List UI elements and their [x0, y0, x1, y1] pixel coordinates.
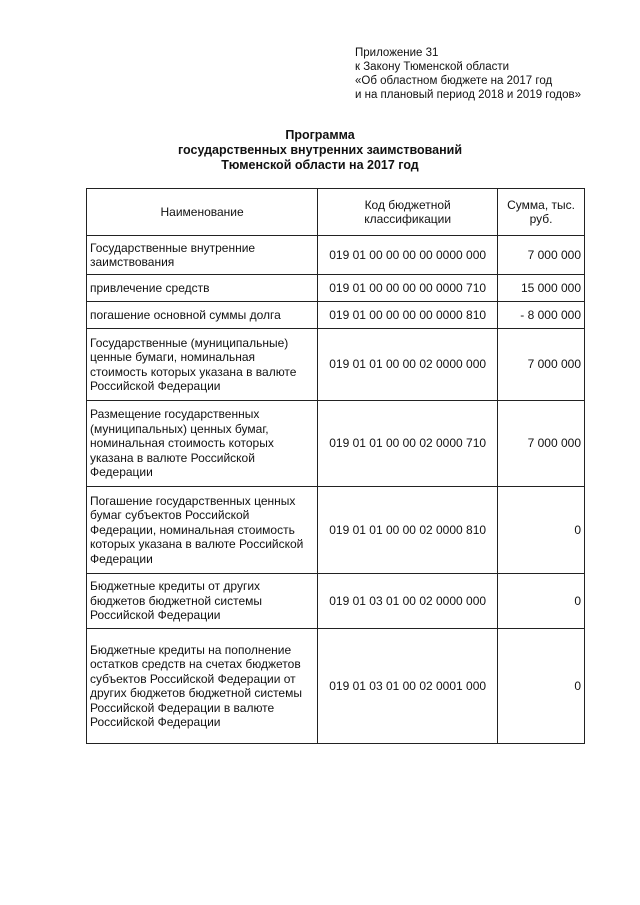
- row-name: Погашение государственных ценных бумаг субъектов Российской Федерации, номинальная стоимость которых указана в валюте Российской Федерации: [87, 487, 318, 574]
- appendix-line: к Закону Тюменской области: [355, 61, 510, 73]
- table-row: [87, 401, 585, 487]
- row-sum: - 8 000 000: [498, 302, 585, 329]
- row-code: 019 01 01 00 00 02 0000 810: [318, 487, 498, 574]
- appendix-line: «Об областном бюджете на 2017 год: [355, 75, 553, 87]
- row-name: Бюджетные кредиты от других бюджетов бюджетной системы Российской Федерации: [87, 574, 318, 629]
- document-title: [0, 128, 640, 173]
- row-code: 019 01 00 00 00 00 0000 810: [318, 302, 498, 329]
- table-row: [87, 302, 585, 329]
- row-code: 019 01 03 01 00 02 0001 000: [318, 629, 498, 744]
- table-row: [87, 329, 585, 401]
- table-header-row: [87, 189, 585, 236]
- row-name: Размещение государственных (муниципальных) ценных бумаг, номинальная стоимость которых указана в валюте Российской Федерации: [87, 401, 318, 487]
- appendix-line: Приложение 31: [355, 47, 439, 59]
- row-sum: 15 000 000: [498, 275, 585, 302]
- row-sum: 0: [498, 574, 585, 629]
- row-sum: 7 000 000: [498, 401, 585, 487]
- appendix-block: [355, 46, 581, 102]
- table-row: [87, 629, 585, 744]
- row-sum: 7 000 000: [498, 329, 585, 401]
- row-code: 019 01 03 01 00 02 0000 000: [318, 574, 498, 629]
- row-sum: 0: [498, 487, 585, 574]
- appendix-line: и на плановый период 2018 и 2019 годов»: [355, 89, 581, 101]
- borrowing-table: [86, 188, 585, 744]
- title-line: Программа: [285, 128, 355, 142]
- row-code: 019 01 00 00 00 00 0000 000: [318, 236, 498, 275]
- title-line: государственных внутренних заимствований: [177, 143, 462, 157]
- row-name: погашение основной суммы долга: [87, 302, 318, 329]
- row-name: Государственные внутренние заимствования: [87, 236, 318, 275]
- row-code: 019 01 01 00 00 02 0000 000: [318, 329, 498, 401]
- row-name: Бюджетные кредиты на пополнение остатков средств на счетах бюджетов субъектов Российской Федерации от других бюджетов бюджетной системы Российской Федерации в валюте Российской Федерации: [87, 629, 318, 744]
- header-sum: Сумма, тыс. руб.: [498, 189, 585, 236]
- table-row: [87, 574, 585, 629]
- row-code: 019 01 00 00 00 00 0000 710: [318, 275, 498, 302]
- row-name: Государственные (муниципальные) ценные бумаги, номинальная стоимость которых указана в валюте Российской Федерации: [87, 329, 318, 401]
- header-name: Наименование: [87, 189, 318, 236]
- table-row: [87, 275, 585, 302]
- table-row: [87, 236, 585, 275]
- row-name: привлечение средств: [87, 275, 318, 302]
- header-code: Код бюджетной классификации: [318, 189, 498, 236]
- row-sum: 0: [498, 629, 585, 744]
- row-sum: 7 000 000: [498, 236, 585, 275]
- row-code: 019 01 01 00 00 02 0000 710: [318, 401, 498, 487]
- table-row: [87, 487, 585, 574]
- title-line: Тюменской области на 2017 год: [221, 158, 419, 172]
